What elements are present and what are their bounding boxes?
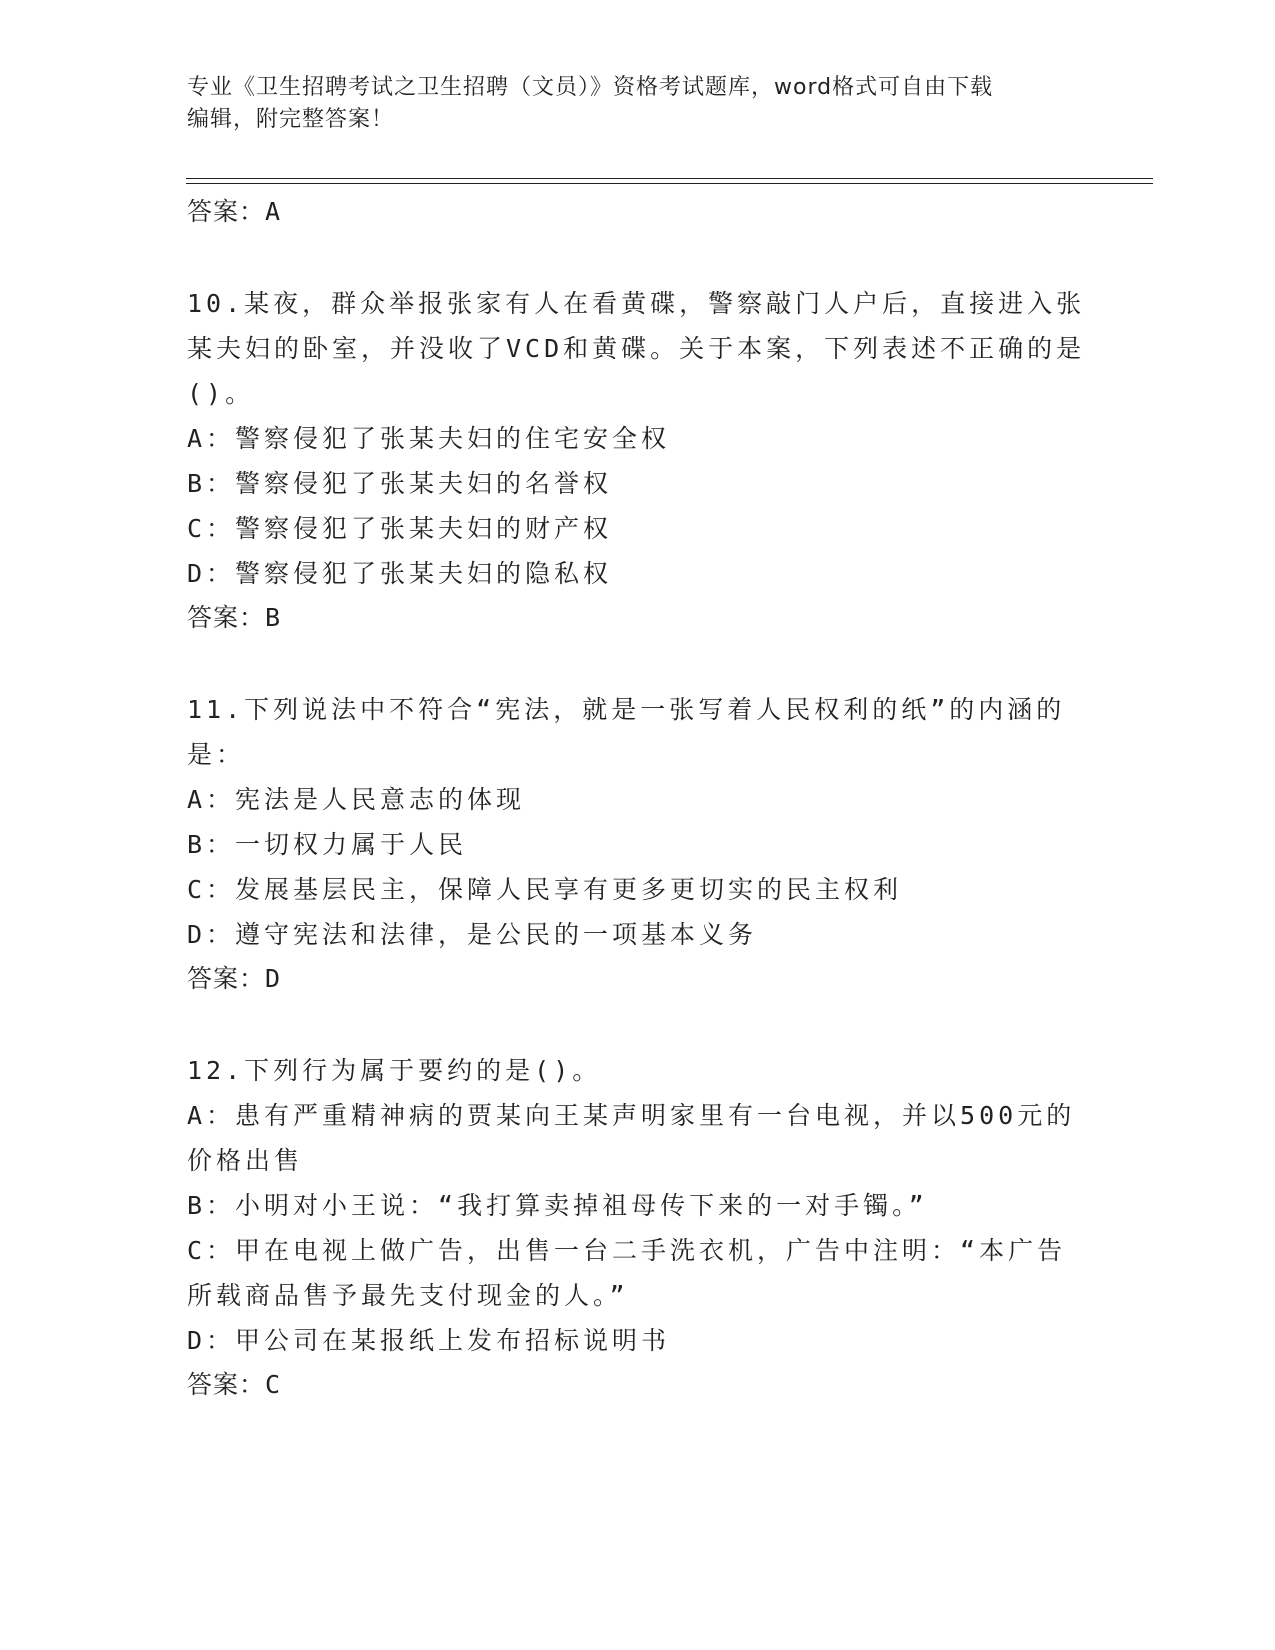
option-d: D：警察侵犯了张某夫妇的隐私权: [187, 559, 613, 588]
option-a: A：患有严重精神病的贾某向王某声明家里有一台电视，并以500元的价格出售: [187, 1101, 1076, 1175]
question-11: [187, 687, 1087, 1001]
answer-value: B: [265, 603, 282, 632]
option-b: B：小明对小王说：“我打算卖掉祖母传下来的一对手镯。”: [187, 1191, 928, 1220]
answer-label: 答案：: [187, 197, 266, 226]
option-b: B：一切权力属于人民: [187, 830, 468, 859]
question-answer: [187, 596, 1087, 640]
header-divider-bottom: [186, 183, 1153, 184]
answer-label: 答案：: [187, 964, 266, 993]
option-c: C：甲在电视上做广告，出售一台二手洗衣机，广告中注明：“本广告所载商品售予最先支付现金的人。”: [187, 1236, 1067, 1310]
answer-value: D: [265, 964, 282, 993]
answer-value: A: [265, 197, 282, 226]
question-number: 12.: [187, 1056, 245, 1085]
option-b: B：警察侵犯了张某夫妇的名誉权: [187, 469, 613, 498]
question-number: 10.: [187, 289, 245, 318]
answer-value: C: [265, 1370, 282, 1399]
option-c: C：发展基层民主，保障人民享有更多更切实的民主权利: [187, 875, 903, 904]
question-number: 11.: [187, 695, 245, 724]
document-header: [187, 72, 1087, 136]
option-a: A：警察侵犯了张某夫妇的住宅安全权: [187, 424, 671, 453]
header-line-2: 编辑，附完整答案！: [187, 107, 395, 132]
previous-answer: [187, 190, 1087, 234]
question-stem: [187, 281, 1087, 416]
header-line-1: 专业《卫生招聘考试之卫生招聘（文员）》资格考试题库，word格式可自由下载: [187, 75, 994, 100]
option-c: C：警察侵犯了张某夫妇的财产权: [187, 514, 613, 543]
answer-label: 答案：: [187, 1370, 266, 1399]
question-stem: [187, 1048, 1087, 1093]
question-answer: [187, 957, 1087, 1001]
question-text: 某夜，群众举报张家有人在看黄碟，警察敲门人户后，直接进入张某夫妇的卧室，并没收了VCD和黄碟。关于本案，下列表述不正确的是()。: [187, 289, 1086, 408]
option-d: D：甲公司在某报纸上发布招标说明书: [187, 1326, 671, 1355]
question-text: 下列说法中不符合“宪法，就是一张写着人民权利的纸”的内涵的是：: [187, 695, 1066, 769]
question-12: [187, 1048, 1087, 1407]
answer-label: 答案：: [187, 603, 266, 632]
question-stem: [187, 687, 1087, 777]
header-divider-top: [186, 178, 1153, 179]
question-10: [187, 281, 1087, 640]
question-text: 下列行为属于要约的是()。: [244, 1056, 602, 1085]
option-a: A：宪法是人民意志的体现: [187, 785, 526, 814]
document-body: [187, 190, 1087, 1407]
option-d: D：遵守宪法和法律，是公民的一项基本义务: [187, 920, 758, 949]
question-answer: [187, 1363, 1087, 1407]
